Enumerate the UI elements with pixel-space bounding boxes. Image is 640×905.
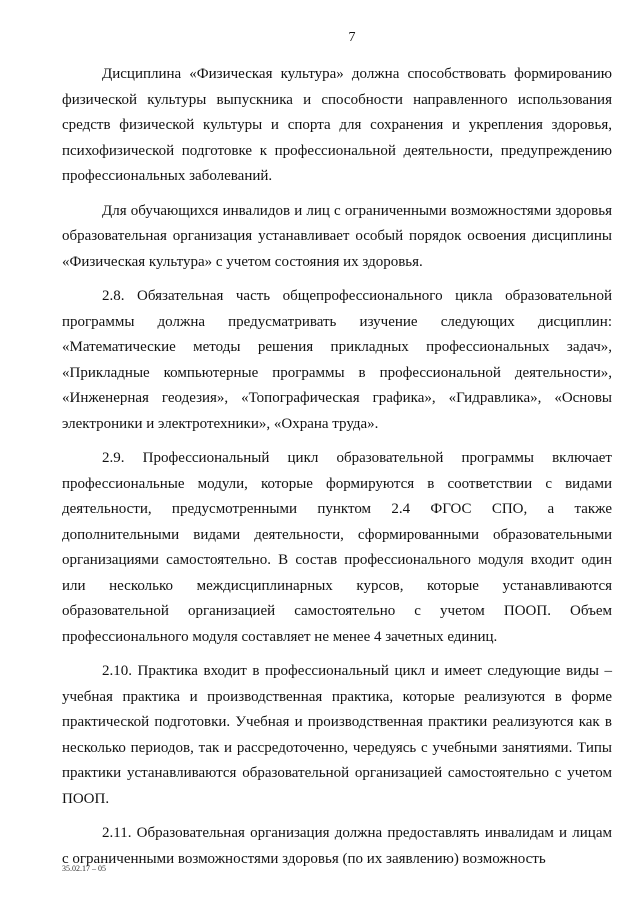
paragraph-2-10: 2.10. Практика входит в профессиональный цикл и имеет следующие виды – учебная практика и производственная практика, которые реализуются в форме практической подготовки. Учебная и производственная практики реализуются как в несколько периодов, так и рассредоточенно, чередуясь с учебными занятиями. Типы практики устанавливаются образовательной организацией самостоятельно с учетом ПООП. [62,663,612,807]
paragraph-physical-culture: Дисциплина «Физическая культура» должна способствовать формированию физической культуры выпускника и способности направленного использования средств физической культуры и спорта для сохранения и укрепления здоровья, психофизической подготовке к профессиональной деятельности, предупреждению профессиональных заболеваний. [62,66,612,184]
page-number: 7 [348,30,356,45]
footer-document-code: 35.02.17 – 05 [62,864,106,873]
paragraph-disabled-students: Для обучающихся инвалидов и лиц с ограниченными возможностями здоровья образовательная организация устанавливает особый порядок освоения дисциплины «Физическая культура» с учетом состояния их здоровья. [62,202,612,270]
paragraph-2-8: 2.8. Обязательная часть общепрофессионального цикла образовательной программы должна предусматривать изучение следующих дисциплин: «Математические методы решения прикладных профессиональных задач», «Прикладные компьютерные программы в профессиональной деятельности», «Инженерная геодезия», «Топографическая графика», «Гидравлика», «Основы электроники и электротехники», «Охрана труда». [62,288,612,432]
paragraph-2-9: 2.9. Профессиональный цикл образовательной программы включает профессиональные модули, которые формируются в соответствии с видами деятельности, предусмотренными пунктом 2.4 ФГОС СПО, а также дополнительными видами деятельности, сформированными образовательными организациями самостоятельно. В состав профессионального модуля входит один или несколько междисциплинарных курсов, которые устанавливаются образовательной организацией самостоятельно с учетом ПООП. Объем профессионального модуля составляет не менее 4 зачетных единиц. [62,450,612,645]
paragraph-2-11: 2.11. Образовательная организация должна предоставлять инвалидам и лицам с ограниченными возможностями здоровья (по их заявлению) возможность [62,825,612,867]
